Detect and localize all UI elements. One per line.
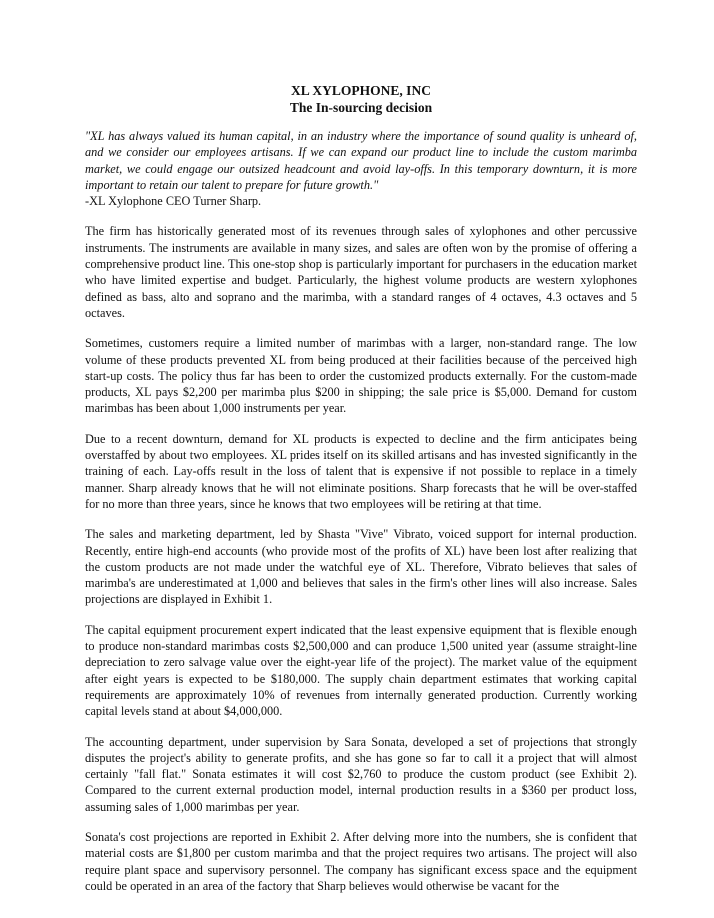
paragraph-downturn: Due to a recent downturn, demand for XL products is expected to decline and the firm anticipates being overstaffed by about two employees. XL prides itself on its skilled artisans and has invested significantly in the training of each. Lay-offs result in the loss of talent that is expensive if not possible to replace in a timely manner. Sharp already knows that he will not eliminate positions. Sharp forecasts that he will be over-staffed for no more than three years, since he knows that two employees will be retiring at that time. (85, 431, 637, 511)
paragraph-product-line: The firm has historically generated most of its revenues through sales of xylophones and other percussive instruments. The instruments are available in many sizes, and sales are often won by the promise of offering a comprehensive product line. This one-stop shop is particularly important for purchasers in the education market who have limited expertise and budget. Particularly, the highest volume products are western xylophones defined as bass, alto and soprano and the marimba, with a standard ranges of 4 octaves, 4.3 octaves and 5 octaves. (85, 224, 637, 320)
ceo-quote (85, 128, 637, 193)
document-subtitle: The In-sourcing decision (289, 100, 433, 115)
paragraph-accounting: The accounting department, under supervision by Sara Sonata, developed a set of projections that strongly disputes the project's ability to generate profits, and she has gone so far to call it a project that will almost certainly "fall flat." Sonata estimates it will cost $2,760 to produce the custom product (see Exhibit 2). Compared to the current external production model, internal production results in a $360 per product loss, assuming sales of 1,000 marimbas per year. (85, 734, 637, 814)
document-page (85, 82, 637, 908)
paragraph-cost-projections: Sonata's cost projections are reported in Exhibit 2. After delving more into the numbers, she is confident that material costs are $1,800 per custom marimba and that the project requires two artisans. The project will also require plant space and supervisory personnel. The company has significant excess space and the equipment could be operated in an area of the factory that Sharp believes would otherwise be vacant for the (85, 829, 637, 893)
paragraph-sales-marketing: The sales and marketing department, led by Shasta "Vive" Vibrato, voiced support for internal production. Recently, entire high-end accounts (who provide most of the profits of XL) have been lost after realizing that the custom products are not made under the watchful eye of XL. Therefore, Vibrato believes that sales of marimba's are underestimated at 1,000 and believes that sales in the firm's other lines will also increase. Sales projections are displayed in Exhibit 1. (85, 527, 637, 607)
quote-text: XL has always valued its human capital, in an industry where the importance of sound quality is unheard of, and we consider our employees artisans. If we can expand our product line to include the custom marimba market, we could engage our outsized headcount and avoid lay-offs. In this temporary downturn, it is more important to retain our talent to prepare for future growth. (85, 129, 637, 192)
quote-open-mark: " (85, 129, 91, 143)
quote-attribution: -XL Xylophone CEO Turner Sharp. (85, 194, 262, 209)
document-title: XL XYLOPHONE, INC (291, 83, 431, 98)
paragraph-capital-equipment: The capital equipment procurement expert indicated that the least expensive equipment that is flexible enough to produce non-standard marimbas costs $2,500,000 and can produce 1,500 united year (assume straight-line depreciation to zero salvage value over the eight-year life of the project). The market value of the equipment after eight years is expected to be $180,000. The supply chain department estimates that working capital requirements are approximately 10% of revenues from internally generated production. Currently working capital levels stand at about $4,000,000. (85, 622, 637, 719)
quote-close-mark: " (373, 177, 379, 192)
paragraph-custom-marimbas: Sometimes, customers require a limited number of marimbas with a larger, non-standard range. The low volume of these products prevented XL from being produced at their facilities because of the perceived high start-up costs. The policy thus far has been to order the customized products externally. For the custom-made products, XL pays $2,200 per marimba plus $200 in shipping; the sale price is $5,000. Demand for custom marimbas has been about 1,000 instruments per year. (85, 336, 637, 416)
